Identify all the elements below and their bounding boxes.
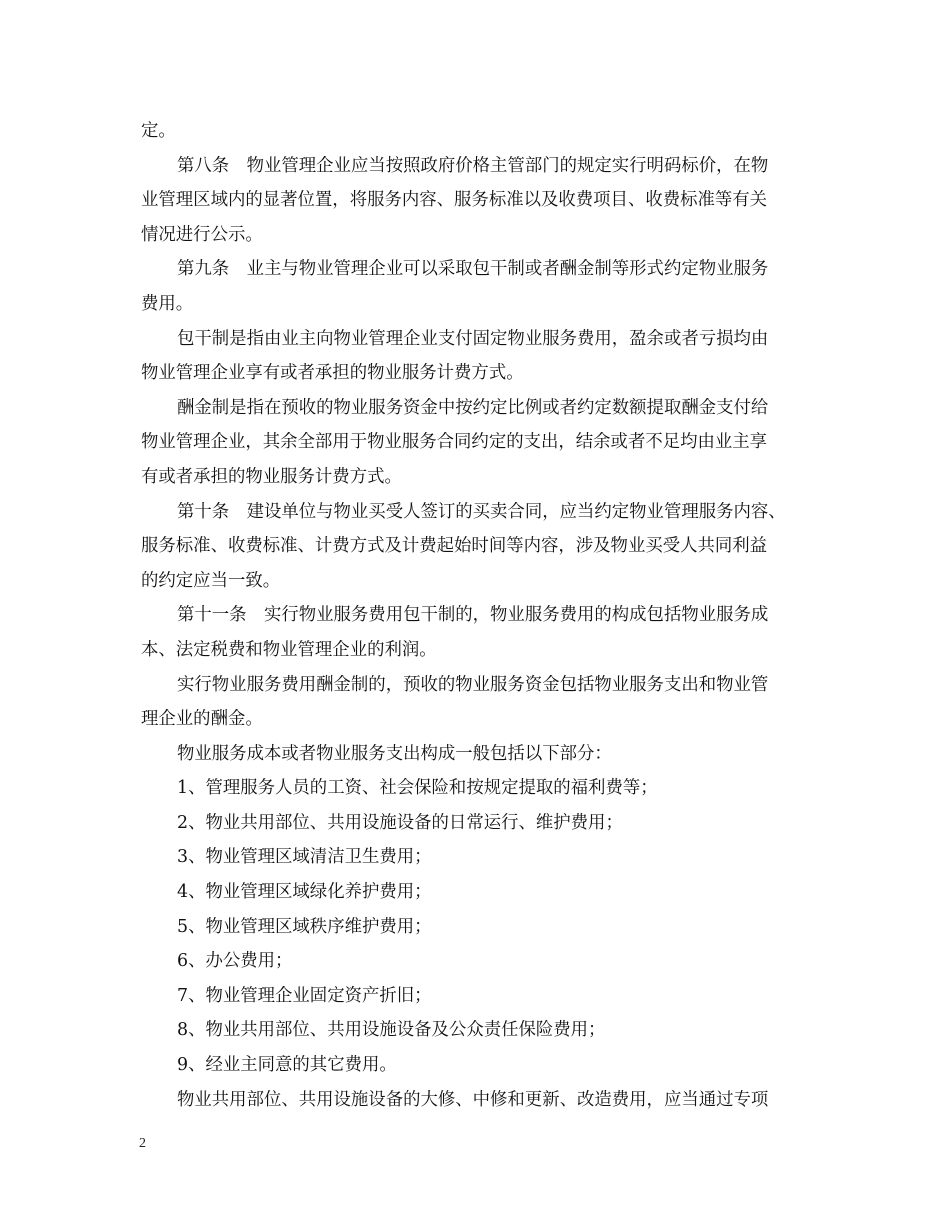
text-line: 酬金制是指在预收的物业服务资金中按约定比例或者约定数额提取酬金支付给	[177, 397, 769, 418]
text-line: 第十条 建设单位与物业买受人签订的买卖合同，应当约定物业管理服务内容、	[177, 501, 786, 522]
text-line: 实行物业服务费用酬金制的，预收的物业服务资金包括物业服务支出和物业管	[177, 674, 769, 695]
text-line: 包干制是指由业主向物业管理企业支付固定物业服务费用，盈余或者亏损均由	[177, 328, 769, 349]
text-line: 第八条 物业管理企业应当按照政府价格主管部门的规定实行明码标价，在物	[177, 155, 769, 176]
page-number: 2	[139, 1136, 146, 1151]
text-line: 第十一条 实行物业服务费用包干制的，物业服务费用的构成包括物业服务成	[177, 605, 769, 626]
text-line: 费用。	[141, 293, 194, 314]
text-line: 第九条 业主与物业管理企业可以采取包干制或者酬金制等形式约定物业服务	[177, 259, 769, 280]
text-line: 的约定应当一致。	[141, 570, 281, 591]
text-line: 情况进行公示。	[141, 224, 263, 245]
text-line: 理企业的酬金。	[141, 709, 263, 730]
text-line: 物业共用部位、共用设施设备的大修、中修和更新、改造费用，应当通过专项	[177, 1089, 769, 1110]
list-item: 7、物业管理企业固定资产折旧；	[177, 985, 432, 1006]
text-line: 本、法定税费和物业管理企业的利润。	[141, 639, 437, 660]
list-item: 5、物业管理区域秩序维护费用；	[177, 916, 432, 937]
text-line: 业管理区域内的显著位置，将服务内容、服务标准以及收费项目、收费标准等有关	[141, 190, 768, 211]
list-item: 1、管理服务人员的工资、社会保险和按规定提取的福利费等；	[177, 778, 658, 799]
list-item: 4、物业管理区域绿化养护费用；	[177, 882, 432, 903]
text-line: 有或者承担的物业服务计费方式。	[141, 466, 402, 487]
text-line: 物业管理企业享有或者承担的物业服务计费方式。	[141, 363, 524, 384]
text-line: 物业管理企业，其余全部用于物业服务合同约定的支出，结余或者不足均由业主享	[141, 432, 768, 453]
list-item: 3、物业管理区域清洁卫生费用；	[177, 847, 432, 868]
list-item: 9、经业主同意的其它费用。	[177, 1055, 397, 1076]
document-body	[141, 114, 816, 1117]
list-item: 8、物业共用部位、共用设施设备及公众责任保险费用；	[177, 1020, 606, 1041]
text-line: 定。	[141, 121, 176, 141]
list-item: 6、办公费用；	[177, 951, 293, 972]
text-line: 物业服务成本或者物业服务支出构成一般包括以下部分：	[177, 743, 612, 764]
list-item: 2、物业共用部位、共用设施设备的日常运行、维护费用；	[177, 812, 623, 833]
text-line: 服务标准、收费标准、计费方式及计费起始时间等内容，涉及物业买受人共同利益	[141, 536, 768, 557]
